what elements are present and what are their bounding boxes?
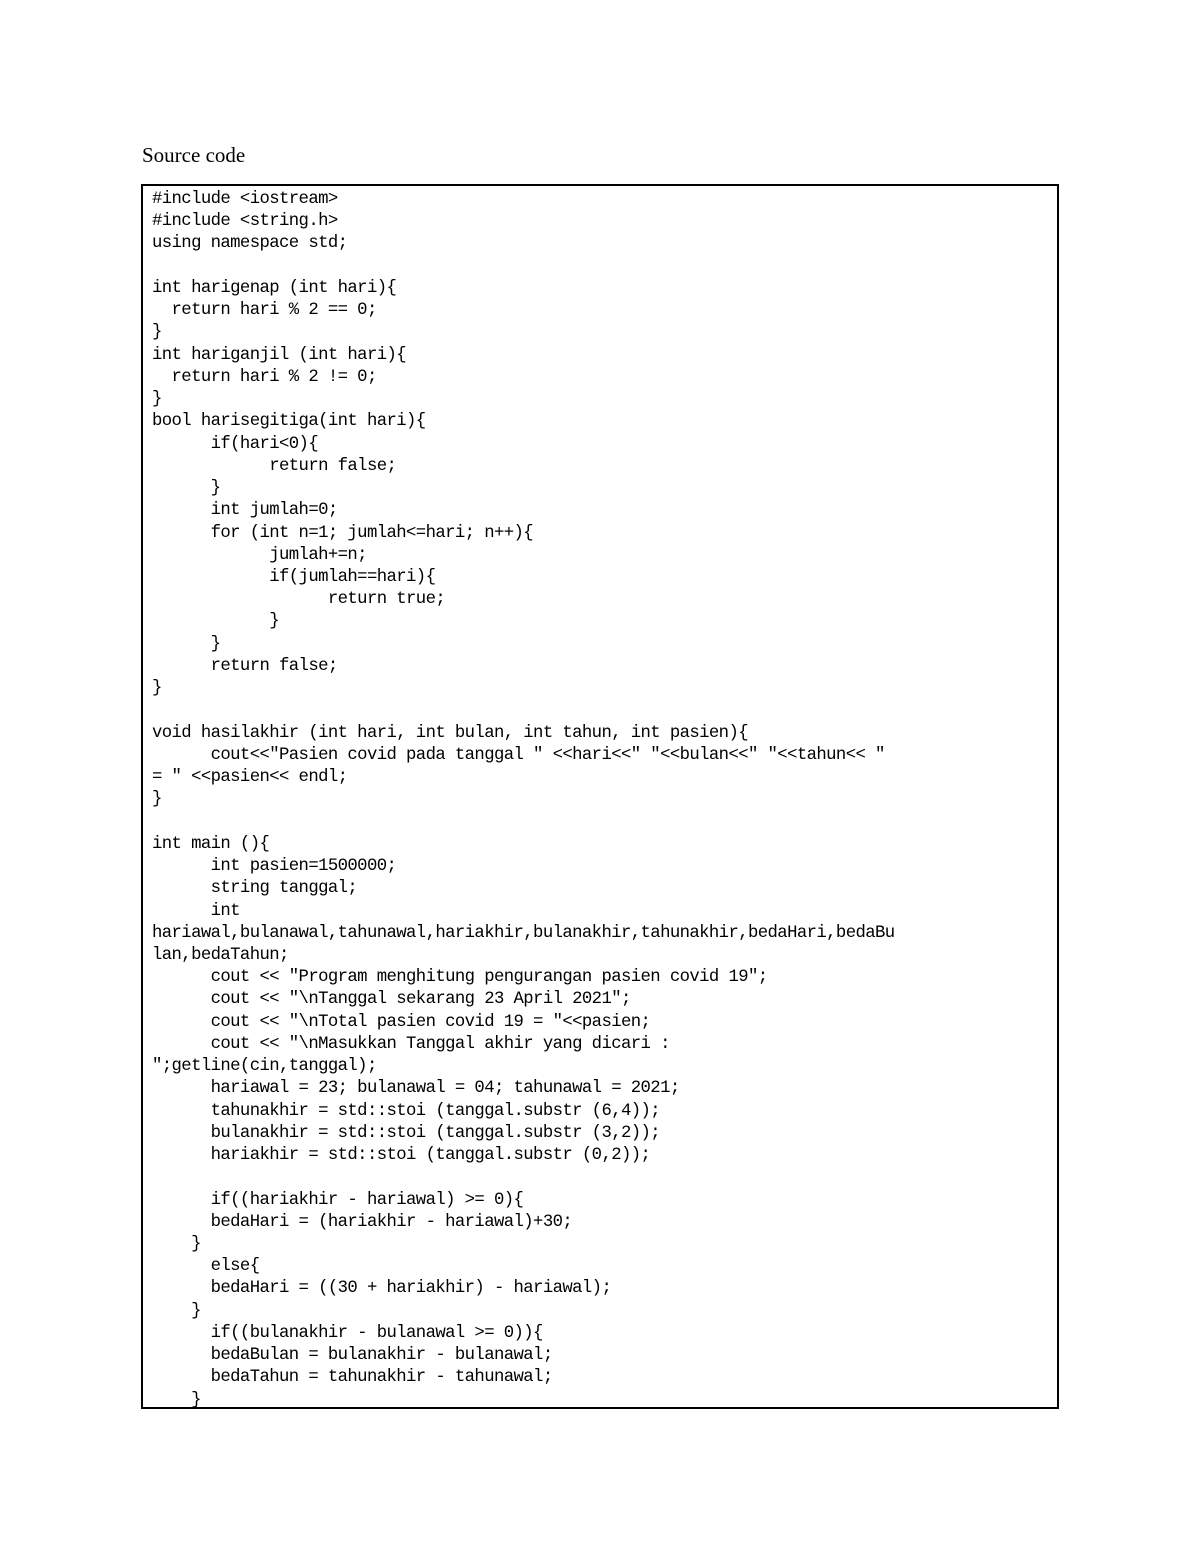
code-line: void hasilakhir (int hari, int bulan, int tahun, int pasien){ — [152, 723, 748, 743]
code-line: return true; — [152, 590, 446, 610]
code-line: #include <iostream> — [152, 190, 338, 209]
code-line: string tanggal; — [152, 879, 358, 899]
code-line: int jumlah=0; — [152, 501, 338, 521]
code-line: } — [152, 634, 221, 654]
code-line: } — [152, 679, 162, 699]
code-line: hariawal,bulanawal,tahunawal,hariakhir,bulanakhir,tahunakhir,bedaHari,bedaBu — [152, 923, 895, 943]
code-line: cout << "\nMasukkan Tanggal akhir yang dicari : — [152, 1034, 670, 1054]
code-line: return false; — [152, 456, 397, 476]
code-line: hariawal = 23; bulanawal = 04; tahunawal = 2021; — [152, 1079, 680, 1099]
code-line: bedaBulan = bulanakhir - bulanawal; — [152, 1346, 553, 1366]
code-line: return hari % 2 == 0; — [152, 301, 377, 321]
code-line: cout << "Program menghitung pengurangan pasien covid 19"; — [152, 968, 768, 988]
code-line: using namespace std; — [152, 234, 348, 254]
code-line: bool harisegitiga(int hari){ — [152, 412, 426, 432]
code-line: bedaHari = (hariakhir - hariawal)+30; — [152, 1212, 573, 1232]
code-line: ";getline(cin,tanggal); — [152, 1057, 377, 1077]
code-line: } — [152, 790, 162, 810]
code-line — [152, 700, 895, 722]
code-line: jumlah+=n; — [152, 545, 367, 565]
code-line: int — [152, 901, 240, 921]
code-line: lan,bedaTahun; — [152, 945, 289, 965]
code-line: for (int n=1; jumlah<=hari; n++){ — [152, 523, 534, 543]
code-line: bedaTahun = tahunakhir - tahunawal; — [152, 1368, 553, 1388]
code-line: else{ — [152, 1257, 260, 1277]
code-line: } — [152, 1390, 201, 1409]
source-code-listing — [152, 189, 895, 1409]
code-line: } — [152, 323, 162, 343]
code-line: = " <<pasien<< endl; — [152, 768, 348, 788]
code-line: return false; — [152, 656, 338, 676]
code-line: cout << "\nTotal pasien covid 19 = "<<pasien; — [152, 1012, 651, 1032]
code-line: } — [152, 479, 221, 499]
code-line: int harigenap (int hari){ — [152, 278, 397, 298]
code-line: } — [152, 390, 162, 410]
code-line: } — [152, 1301, 201, 1321]
code-line: } — [152, 1235, 201, 1255]
code-line — [152, 256, 895, 278]
code-line: if(hari<0){ — [152, 434, 319, 454]
code-line: if(jumlah==hari){ — [152, 567, 436, 587]
code-line: int main (){ — [152, 834, 270, 854]
code-line: int hariganjil (int hari){ — [152, 345, 407, 365]
code-line: bulanakhir = std::stoi (tanggal.substr (3,2)); — [152, 1123, 661, 1143]
code-line: #include <string.h> — [152, 212, 338, 232]
code-line: cout << "\nTanggal sekarang 23 April 2021"; — [152, 990, 631, 1010]
code-line: } — [152, 612, 280, 632]
code-line — [152, 1167, 895, 1189]
source-code-box — [141, 184, 1059, 1409]
code-line: bedaHari = ((30 + hariakhir) - hariawal); — [152, 1279, 612, 1299]
code-line: cout<<"Pasien covid pada tanggal " <<hari<<" "<<bulan<<" "<<tahun<< " — [152, 745, 885, 765]
code-line: if((bulanakhir - bulanawal >= 0)){ — [152, 1323, 543, 1343]
code-line — [152, 812, 895, 834]
code-line: hariakhir = std::stoi (tanggal.substr (0,2)); — [152, 1146, 651, 1166]
code-line: tahunakhir = std::stoi (tanggal.substr (6,4)); — [152, 1101, 661, 1121]
code-line: return hari % 2 != 0; — [152, 367, 377, 387]
code-line: if((hariakhir - hariawal) >= 0){ — [152, 1190, 524, 1210]
code-line: int pasien=1500000; — [152, 857, 397, 877]
section-heading: Source code — [142, 143, 246, 167]
